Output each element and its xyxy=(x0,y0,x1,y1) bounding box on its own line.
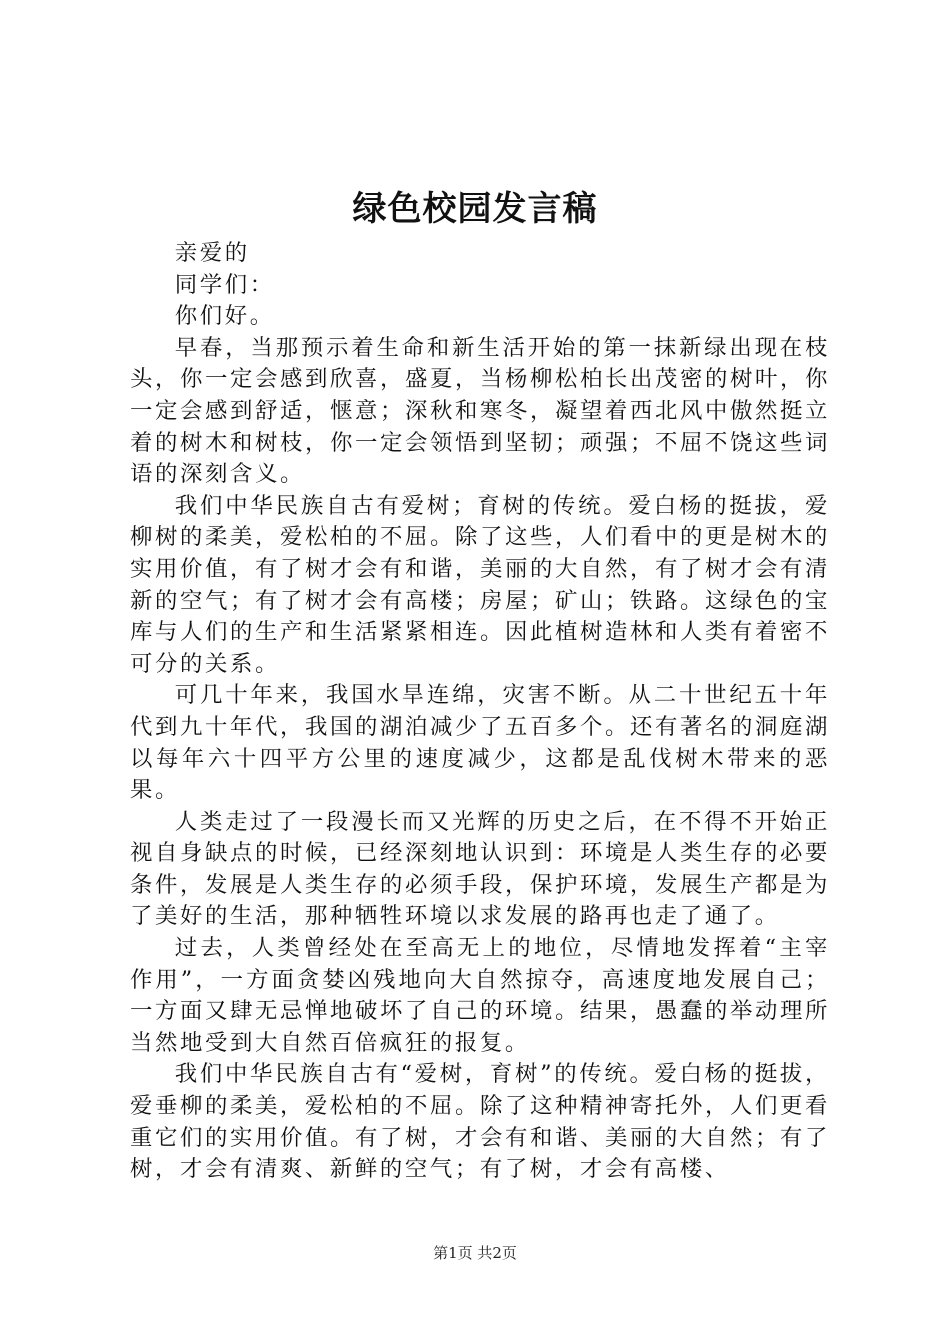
greeting-line: 你们好。 xyxy=(174,303,275,330)
paragraph: 人类走过了一段漫长而又光辉的历史之后，在不得不开始正视自身缺点的时候，已经深刻地认识到：环境是人类生存的必要条件，发展是人类生存的必须手段，保护环境，发展生产都是为了美好的生活，那种牺牲环境以求发展的路再也走了通了。 xyxy=(130,808,830,930)
salutation-line: 同学们： xyxy=(174,271,275,298)
paragraph: 过去，人类曾经处在至高无上的地位，尽情地发挥着“主宰作用”，一方面贪婪凶残地向大自然掠夺，高速度地发展自己；一方面又肆无忌惮地破坏了自己的环境。结果，愚蠢的举动理所当然地受到大自然百倍疯狂的报复。 xyxy=(130,935,830,1056)
page-number-footer: 第1页 共2页 xyxy=(433,1244,517,1262)
paragraph: 我们中华民族自古有爱树；育树的传统。爱白杨的挺拔，爱柳树的柔美，爱松柏的不屈。除了这些，人们看中的更是树木的实用价值，有了树才会有和谐，美丽的大自然，有了树才会有清新的空气；有了树才会有高楼；房屋；矿山；铁路。这绿色的宝库与人们的生产和生活紧紧相连。因此植树造林和人类有着密不可分的关系。 xyxy=(130,492,830,677)
paragraph: 早春，当那预示着生命和新生活开始的第一抹新绿出现在枝头，你一定会感到欣喜，盛夏，当杨柳松柏长出茂密的树叶，你一定会感到舒适，惬意；深秋和寒冬，凝望着西北风中傲然挺立着的树木和树枝，你一定会领悟到坚韧；顽强；不屈不饶这些词语的深刻含义。 xyxy=(130,334,830,488)
paragraph: 可几十年来，我国水旱连绵，灾害不断。从二十世纪五十年代到九十年代，我国的湖泊减少了五百多个。还有著名的洞庭湖以每年六十四平方公里的速度减少，这都是乱伐树木带来的恶果。 xyxy=(130,682,830,804)
document-body xyxy=(130,238,830,1186)
paragraph: 我们中华民族自古有“爱树，育树”的传统。爱白杨的挺拔，爱垂柳的柔美，爱松柏的不屈。除了这种精神寄托外，人们更看重它们的实用价值。有了树，才会有和谐、美丽的大自然；有了树，才会有清爽、新鲜的空气；有了树，才会有高楼、 xyxy=(130,1061,830,1183)
page-title: 绿色校园发言稿 xyxy=(352,189,598,229)
salutation-line: 亲爱的 xyxy=(174,240,250,266)
